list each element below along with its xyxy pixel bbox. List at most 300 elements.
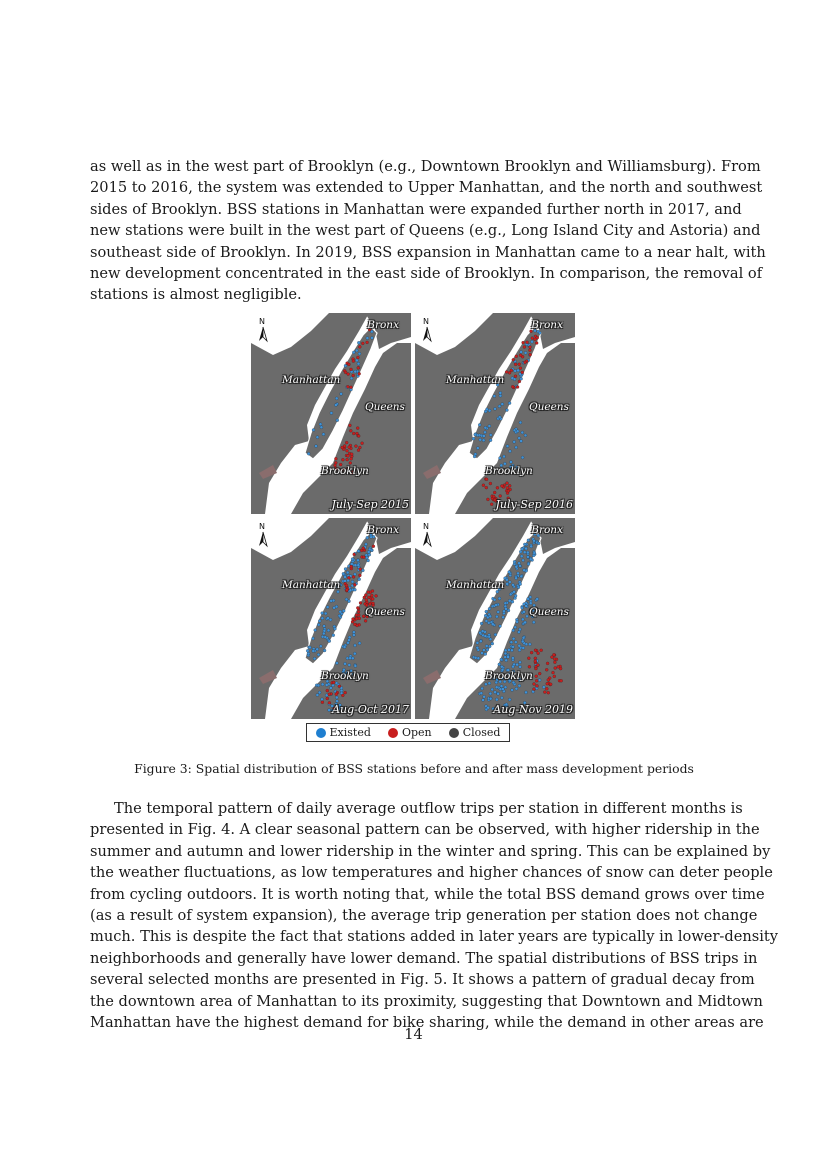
station-point [514,594,517,597]
figure-station-maps [251,313,576,720]
station-point [522,559,525,562]
station-point [505,409,508,412]
station-point [358,446,361,449]
text-line: neighborhoods and generally have lower demand. The spatial distributions of BSS trips in [90,949,758,967]
station-point [501,403,504,406]
legend-swatch [316,728,326,738]
station-point [357,435,360,438]
station-point [484,683,487,686]
station-point [479,640,482,643]
map-graphic [251,313,411,514]
station-point [497,611,500,614]
station-point [488,682,491,685]
station-point [533,688,536,691]
panel-period-label: Aug-Nov 2019 [493,703,573,716]
station-point [521,618,524,621]
station-point [515,446,518,449]
station-point [346,458,349,461]
station-point [342,572,345,575]
station-point [487,706,490,709]
station-point [496,486,499,489]
text-line: as well as in the west part of Brooklyn (e.g., Downtown Brooklyn and Williamsburg). From [90,158,761,175]
station-point [534,657,537,660]
station-point [489,434,492,437]
station-point [334,404,337,407]
text-line: new stations were built in the west part of Queens (e.g., Long Island City and Astoria) and [90,222,761,240]
page-number: 14 [404,1026,423,1043]
legend-label: Closed [462,726,501,739]
map-panel-2019 [415,518,575,719]
station-point [347,454,350,457]
station-point [370,594,373,597]
station-point [530,545,533,548]
station-point [366,341,369,344]
station-point [371,336,374,339]
map-panel-2016 [415,313,575,514]
station-point [514,369,517,372]
station-point [330,412,333,415]
station-point [485,486,488,489]
station-point [348,664,351,667]
station-point [326,697,329,700]
station-point [520,440,523,443]
station-point [364,619,367,622]
station-point [489,697,492,700]
station-point [346,571,349,574]
station-point [347,579,350,582]
station-point [367,559,370,562]
station-point [353,553,356,556]
station-point [517,369,520,372]
station-point [530,651,533,654]
station-point [490,503,493,506]
station-point [511,600,514,603]
station-point [531,337,534,340]
station-point [365,556,368,559]
station-point [355,614,358,617]
station-point [533,683,536,686]
station-point [335,696,338,699]
station-point [315,445,318,448]
station-point [546,662,549,665]
legend-swatch [388,728,398,738]
station-point [345,584,348,587]
station-point [485,610,488,613]
station-point [358,372,361,375]
station-point [332,684,335,687]
station-point [482,484,485,487]
panel-period-label: July-Sep 2015 [331,498,409,511]
station-point [491,688,494,691]
station-point [533,539,536,542]
station-point [344,568,347,571]
map-graphic [415,313,575,514]
station-point [536,598,539,601]
station-point [510,641,513,644]
station-point [485,620,488,623]
station-point [523,346,526,349]
station-point [341,458,344,461]
station-point [536,336,539,339]
station-point [352,618,355,621]
station-point [328,640,331,643]
station-point [491,623,494,626]
station-point [312,650,315,653]
station-point [483,695,486,698]
station-point [355,349,358,352]
station-point [350,453,353,456]
station-point [504,649,507,652]
station-point [365,543,368,546]
station-point [344,662,347,665]
station-point [327,617,330,620]
station-point [494,407,497,410]
station-point [346,657,349,660]
legend-label: Existed [329,726,371,739]
station-point [354,644,357,647]
station-point [514,641,517,644]
station-point [328,709,331,712]
station-point [357,449,360,452]
station-point [521,606,524,609]
station-point [493,491,496,494]
station-point [515,577,518,580]
station-point [347,641,350,644]
station-point [499,625,502,628]
station-point [508,402,511,405]
station-point [542,686,545,689]
station-point [352,374,355,377]
station-point [476,447,479,450]
station-point [480,692,483,695]
station-point [367,551,370,554]
station-point [535,675,538,678]
station-point [495,698,498,701]
label-queens: Queens [365,606,405,618]
station-point [353,588,356,591]
station-point [553,661,556,664]
station-point [545,687,548,690]
station-point [506,486,509,489]
station-point [357,550,360,553]
station-point [328,701,331,704]
station-point [500,665,503,668]
station-point [545,668,548,671]
station-point [520,555,523,558]
station-point [515,355,518,358]
station-point [358,352,361,355]
label-queens: Queens [529,606,569,618]
station-point [526,555,529,558]
text-line: the downtown area of Manhattan to its proximity, suggesting that Downtown and Midtown [90,992,763,1010]
station-point [499,457,502,460]
station-point [307,452,310,455]
station-point [342,609,345,612]
station-point [354,564,357,567]
station-point [333,627,336,630]
station-point [354,665,357,668]
station-point [502,616,505,619]
station-point [506,582,509,585]
station-point [489,439,492,442]
station-point [512,637,515,640]
station-point [512,629,515,632]
station-point [352,631,355,634]
station-point [524,434,527,437]
station-point [344,580,347,583]
station-point [357,341,360,344]
text-line: new development concentrated in the east side of Brooklyn. In comparison, the removal of [90,265,763,283]
station-point [358,574,361,577]
station-point [482,699,485,702]
label-brooklyn: Brooklyn [485,465,533,477]
station-point [517,572,520,575]
station-point [339,610,342,613]
station-point [321,698,324,701]
station-point [514,626,517,629]
station-point [529,346,532,349]
station-point [473,455,476,458]
station-point [525,547,528,550]
station-point [537,542,540,545]
station-point [552,653,555,656]
station-point [488,645,491,648]
station-point [518,562,521,565]
text-line: much. This is despite the fact that stations added in later years are typically in lower-density [90,928,778,946]
station-point [493,598,496,601]
station-point [327,629,330,632]
station-point [364,594,367,597]
station-point [521,456,524,459]
map-graphic [251,518,411,719]
station-point [484,653,487,656]
station-point [527,597,530,600]
station-point [515,565,518,568]
station-point [511,657,514,660]
label-brooklyn: Brooklyn [321,670,369,682]
station-point [484,614,487,617]
station-point [371,598,374,601]
station-point [317,653,320,656]
station-point [354,370,357,373]
station-point [506,445,509,448]
text-line: stations is almost negligible. [90,286,302,304]
station-point [536,664,539,667]
station-point [510,649,513,652]
station-point [534,660,537,663]
figure-caption: Figure 3: Spatial distribution of BSS stations before and after mass development periods [134,761,694,776]
station-point [484,635,487,638]
station-point [307,652,310,655]
station-point [319,423,322,426]
station-point [353,652,356,655]
label-manhattan: Manhattan [446,579,505,591]
station-point [312,637,315,640]
station-point [352,575,355,578]
station-point [527,539,530,542]
station-point [489,482,492,485]
station-point [497,692,500,695]
station-point [349,657,352,660]
label-manhattan: Manhattan [282,579,341,591]
station-point [543,691,546,694]
station-point [340,689,343,692]
station-point [538,672,541,675]
station-point [509,461,512,464]
station-point [476,641,479,644]
north-arrow-icon: N [257,317,269,343]
station-point [357,564,360,567]
station-point [532,621,535,624]
station-point [372,602,375,605]
text-line: presented in Fig. 4. A clear seasonal pattern can be observed, with higher ridership in the [90,821,760,839]
station-point [324,636,327,639]
station-point [495,604,498,607]
station-point [513,590,516,593]
station-point [498,597,501,600]
station-point [350,368,353,371]
station-point [513,560,516,563]
station-point [351,580,354,583]
station-point [348,600,351,603]
legend-label: Open [401,726,432,739]
station-point [335,693,338,696]
station-point [323,649,326,652]
station-point [531,340,534,343]
station-point [523,361,526,364]
station-point [518,380,521,383]
station-point [511,377,514,380]
station-point [359,568,362,571]
station-point [518,437,521,440]
station-point [546,682,549,685]
station-point [549,683,552,686]
station-point [477,657,480,660]
station-point [505,659,508,662]
station-point [341,446,344,449]
station-point [322,433,325,436]
station-point [504,602,507,605]
station-point [479,631,482,634]
station-point [341,694,344,697]
station-point [491,642,494,645]
station-point [322,632,325,635]
station-point [495,615,498,618]
text-line: the weather fluctuations, as low temperatures and higher chances of snow can deter people [90,864,773,882]
station-point [367,591,370,594]
station-point [361,442,364,445]
paragraph-continuation [90,156,766,306]
station-point [309,646,312,649]
station-point [517,631,520,634]
station-point [521,431,524,434]
station-point [336,419,339,422]
station-point [365,599,368,602]
station-point [505,607,508,610]
station-point [357,559,360,562]
label-manhattan: Manhattan [446,374,505,386]
label-brooklyn: Brooklyn [485,670,533,682]
station-point [522,341,525,344]
station-point [357,366,360,369]
station-point [508,581,511,584]
label-manhattan: Manhattan [282,374,341,386]
station-point [518,363,521,366]
station-point [474,656,477,659]
station-point [507,648,510,651]
station-point [500,658,503,661]
station-point [518,628,521,631]
station-point [547,678,550,681]
station-point [482,649,485,652]
station-point [521,371,524,374]
station-point [511,689,514,692]
station-point [500,485,503,488]
text-line: sides of Brooklyn. BSS stations in Manhattan were expanded further north in 2017, and [90,200,742,218]
station-point [535,342,538,345]
station-point [486,408,489,411]
station-point [519,367,522,370]
station-point [351,558,354,561]
map-graphic [415,518,575,719]
station-point [340,392,343,395]
station-point [348,446,351,449]
figure-legend [306,723,510,742]
station-point [519,665,522,668]
station-point [538,679,541,682]
station-point [353,623,356,626]
legend-item-existed [316,726,371,739]
map-panel-2015 [251,313,411,514]
station-point [328,693,331,696]
station-point [334,461,337,464]
station-point [529,602,532,605]
station-point [523,569,526,572]
station-point [523,610,526,613]
station-point [346,449,349,452]
station-point [519,661,522,664]
station-point [504,652,507,655]
station-point [350,386,353,389]
station-point [357,610,360,613]
station-point [533,552,536,555]
station-point [361,569,364,572]
station-point [520,377,523,380]
station-point [329,687,332,690]
label-bronx: Bronx [531,319,563,331]
station-point [348,639,351,642]
station-point [505,578,508,581]
station-point [316,436,319,439]
station-point [480,622,483,625]
station-point [321,683,324,686]
station-point [326,606,329,609]
station-point [536,684,539,687]
station-point [484,431,487,434]
station-point [513,440,516,443]
station-point [472,437,475,440]
station-point [526,551,529,554]
station-point [324,612,327,615]
station-point [318,691,321,694]
station-point [537,652,540,655]
station-point [485,645,488,648]
station-point [358,345,361,348]
station-point [488,607,491,610]
station-point [318,620,321,623]
station-point [552,671,555,674]
station-point [508,571,511,574]
